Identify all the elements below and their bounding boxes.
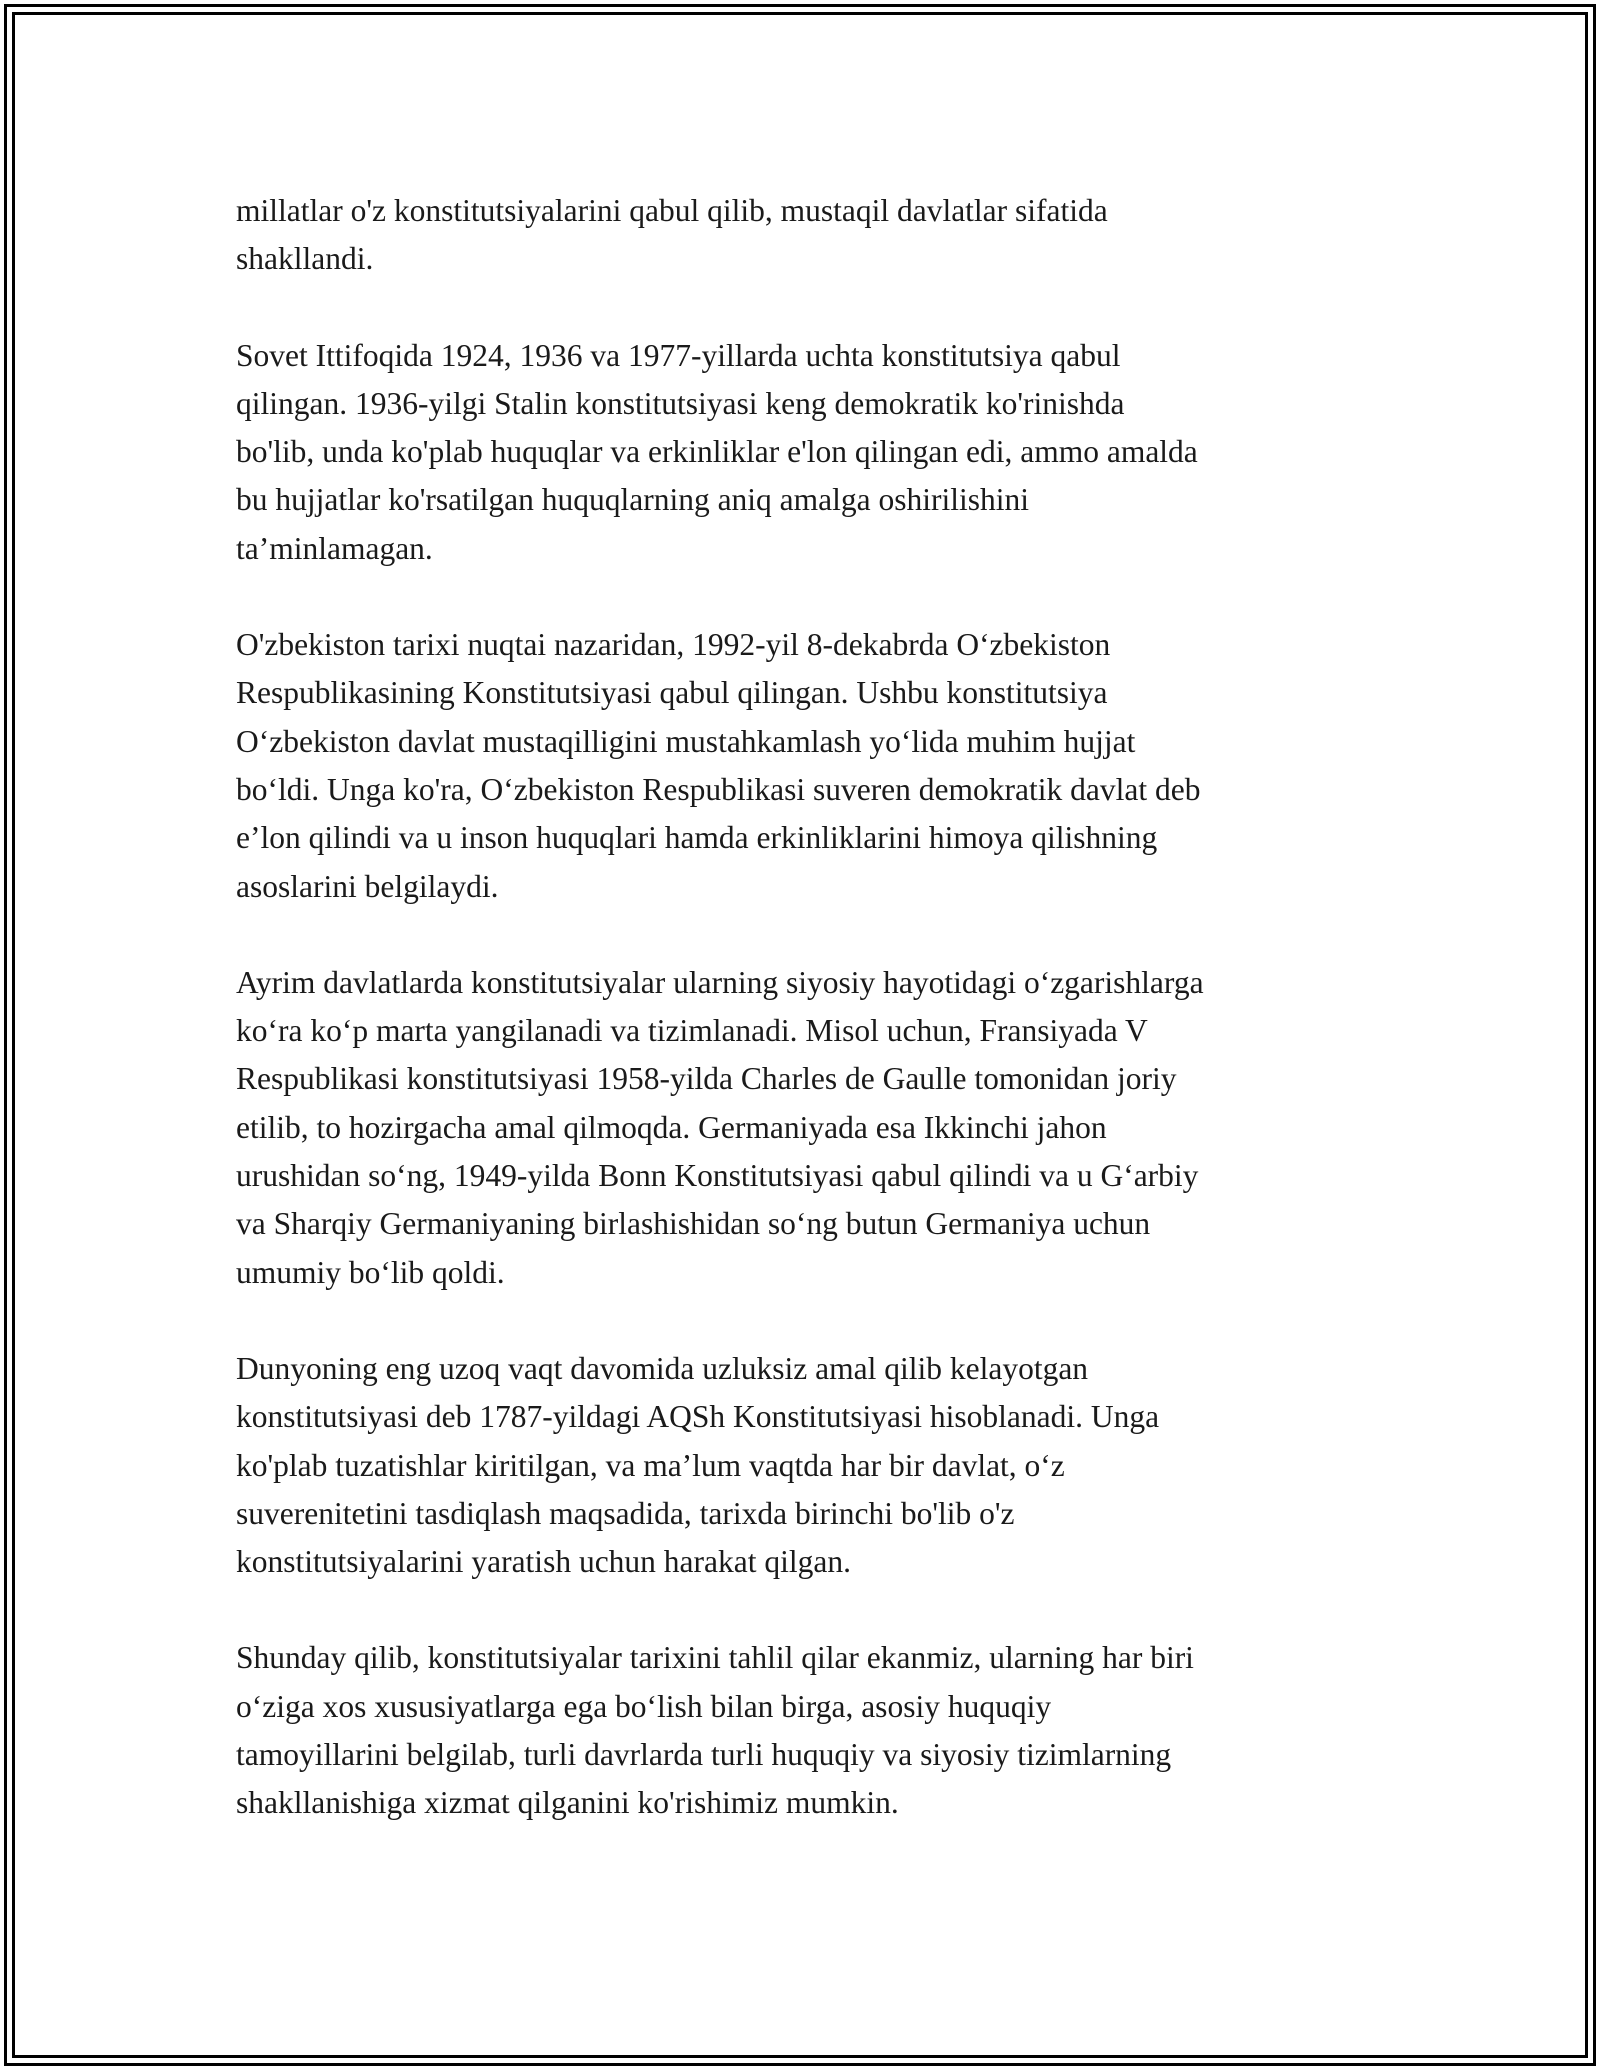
paragraph-1: millatlar o'z konstitutsiyalarini qabul qilib, mustaqil davlatlar sifatida shakllandi. [236,193,1108,277]
paragraph-2: Sovet Ittifoqida 1924, 1936 va 1977-yillarda uchta konstitutsiya qabul qilingan. 1936-yilgi Stalin konstitutsiyasi keng demokratik ko'rinishda bo'lib, unda ko'plab huquqlar va erkinliklar e'lon qilingan edi, ammo amalda bu hujjatlar ko'rsatilgan huquqlarning aniq amalga oshirilishini ta’minlamagan. [236,337,1198,566]
paragraph-3: O'zbekiston tarixi nuqtai nazaridan, 1992-yil 8-dekabrda O‘zbekiston Respublikasining Konstitutsiyasi qabul qilingan. Ushbu konstitutsiya O‘zbekiston davlat mustaqilligini mustahkamlash yo‘lida muhim hujjat bo‘ldi. Unga ko'ra, O‘zbekiston Respublikasi suveren demokratik davlat deb e’lon qilindi va u inson huquqlari hamda erkinliklarini himoya qilishning asoslarini belgilaydi. [236,627,1201,904]
paragraph-5: Dunyoning eng uzoq vaqt davomida uzluksiz amal qilib kelayotgan konstitutsiyasi deb 1787-yildagi AQSh Konstitutsiyasi hisoblanadi. Unga ko'plab tuzatishlar kiritilgan, va ma’lum vaqtda har bir davlat, o‘z suverenitetini tasdiqlash maqsadida, tarixda birinchi bo'lib o'z konstitutsiyalarini yaratish uchun harakat qilgan. [236,1350,1160,1580]
document-body [236,187,1386,1876]
paragraph-4: Ayrim davlatlarda konstitutsiyalar ularning siyosiy hayotidagi o‘zgarishlarga ko‘ra ko‘p marta yangilanadi va tizimlanadi. Misol uchun, Fransiyada V Respublikasi konstitutsiyasi 1958-yilda Charles de Gaulle tomonidan joriy etilib, to hozirgacha amal qilmoqda. Germaniyada esa Ikkinchi jahon urushidan so‘ng, 1949-yilda Bonn Konstitutsiyasi qabul qilindi va u G‘arbiy va Sharqiy Germaniyaning birlashishidan so‘ng butun Germaniya uchun umumiy bo‘lib qoldi. [236,964,1204,1290]
paragraph-6: Shunday qilib, konstitutsiyalar tarixini tahlil qilar ekanmiz, ularning har biri o‘ziga xos xususiyatlarga ega bo‘lish bilan birga, asosiy huquqiy tamoyillarini belgilab, turli davrlarda turli huquqiy va siyosiy tizimlarning shakllanishiga xizmat qilganini ko'rishimiz mumkin. [236,1640,1194,1821]
